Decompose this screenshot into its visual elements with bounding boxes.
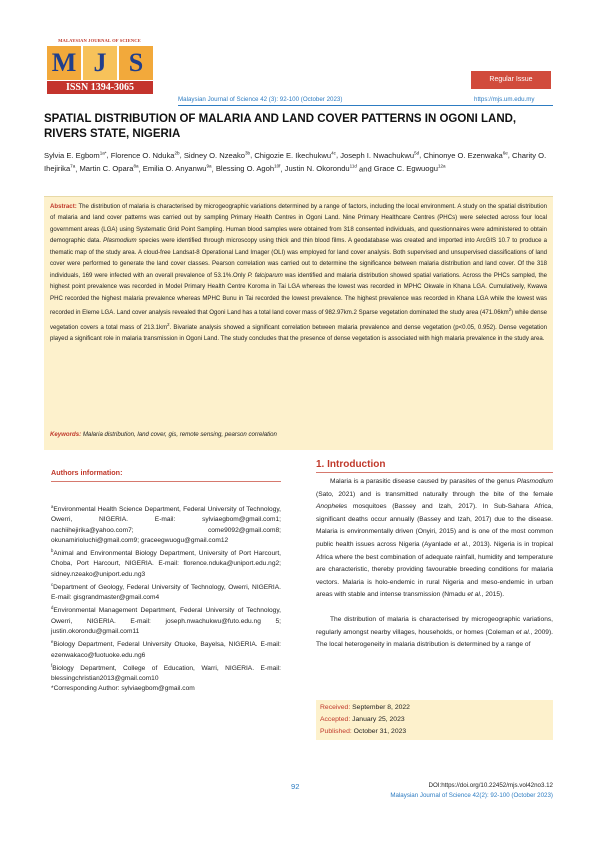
author-list: Sylvia E. Egbom$^{1a*}$, Florence O. Nduka$^{2b}$, Sidney O. Nzeako$^{3b}$, Chigozie E. Ikechukwu$^{4c}$, Joseph I. Nwachukwu$^{5d}$, Chinonye O. Ezenwaka$^{6e}$, Charity O. Ihejirika$^{7a}$, Martin C. Opara$^{8a}$, Emilia O. Anyanwu$^{9a}$, Blessing O. Agoh$^{10f}$, Justin N. Okorondu$^{11d}$ and Grace C. Egwuogu$^{12a}$ bbox=[44, 150, 547, 174]
author-affiliation-mark: 4c bbox=[331, 150, 336, 155]
author-name: Chigozie E. Ikechukwu$^{4c}$ bbox=[254, 150, 336, 160]
abstract-text-run: . Bivariate analysis showed a significant correlation between malaria prevalence and dense vegetation (p<0.05, 0.952). Dense vegetation played a significant role in malaria transmission in Ogoni Land. The study concludes that the presence of dense vegetation is associated with high malaria prevalence in the study area. bbox=[50, 323, 547, 343]
author-affiliation-mark: 9a bbox=[206, 163, 212, 169]
issue-type-badge: Regular Issue bbox=[471, 71, 551, 89]
published-label: Published: bbox=[320, 728, 352, 735]
author-name: Blessing O. Agoh$^{10f}$ bbox=[215, 163, 281, 174]
keywords-list: Malaria distribution, land cover, gis, remote sensing, pearson correlation bbox=[81, 431, 277, 438]
intro-p1-text-run: Malaria is a parasitic disease caused by parasites of the genus bbox=[330, 478, 517, 485]
affiliation-item bbox=[51, 637, 281, 661]
footer-journal-citation: Malaysian Journal of Science 42(2): 92-100 (October 2023) bbox=[390, 792, 553, 799]
intro-p2-text-run: The distribution of malaria is characterised by microgeographic variations, regularly amongst nearby villages, households, or homes (Coleman bbox=[316, 615, 553, 636]
received-date bbox=[320, 704, 410, 711]
logo-letter-j: J bbox=[83, 46, 117, 80]
abstract-text bbox=[50, 201, 547, 345]
introduction-heading: 1. Introduction bbox=[316, 459, 386, 470]
author-affiliation-mark: 11d bbox=[349, 163, 357, 169]
affiliation-text: *Corresponding Author: sylviaegbom@gmail.com bbox=[51, 685, 195, 693]
affiliation-mark: d bbox=[51, 605, 54, 611]
author-affiliation-mark: 10f bbox=[274, 163, 281, 169]
published-value: October 31, 2023 bbox=[353, 728, 407, 735]
introduction-divider bbox=[316, 472, 553, 473]
intro-p1-text-run: (Sato, 2021) and is transmitted naturally through the bite of the female bbox=[316, 490, 553, 498]
intro-p1-text-run: et al. bbox=[467, 591, 482, 599]
abstract-box bbox=[44, 196, 553, 450]
abstract-text-run: species were identified through microscopy using thick and thin blood films. A geodatabase was created and imported into ArcGIS 10.7 to produce a thematic map of the study area. A cloud-free Landsat-8 Operational Land Imager (OLI) was employed for land cover analysis. Both supervised and unsupervised classifications of land cover were performed to generate the land cover classes. Pearson correlation was carried out to determine the significance between malaria distribution and land cover. Of the 318 individuals, 169 were infected with an overall prevalence of 53.1%.Only bbox=[50, 237, 547, 279]
author-name: Florence O. Nduka$^{2b}$ bbox=[110, 150, 180, 160]
accepted-label: Accepted: bbox=[320, 716, 351, 723]
author-name: Emilia O. Anyanwu$^{9a}$ bbox=[142, 163, 212, 174]
author-affiliation-mark: 6e bbox=[502, 150, 508, 155]
author-name: Joseph I. Nwachukwu$^{5d}$ bbox=[340, 150, 420, 160]
author-info-heading: Authors information: bbox=[51, 468, 123, 477]
affiliation-text: Biology Department, Federal University Otuoke, Bayelsa, NIGERIA. E-mail: ezenwakaco@fuotuoke.edu.ng6 bbox=[51, 641, 281, 659]
article-title: SPATIAL DISTRIBUTION OF MALARIA AND LAND COVER PATTERNS IN OGONI LAND, RIVERS STATE, NIGERIA bbox=[44, 113, 517, 140]
author-name: Grace C. Egwuogu$^{12a}$ bbox=[373, 163, 446, 174]
intro-p2-text-run: et al. bbox=[516, 628, 531, 636]
affiliation-mark: f bbox=[51, 662, 53, 668]
author-name: Sylvia E. Egbom$^{1a*}$ bbox=[44, 150, 107, 160]
affiliation-text: Biology Department, College of Education, Warri, NIGERIA. E-mail: blessingchristian2013@gmail.com10 bbox=[51, 664, 281, 683]
introduction-paragraph-1 bbox=[316, 476, 553, 602]
affiliation-mark: b bbox=[51, 548, 54, 553]
affiliation-item bbox=[51, 502, 281, 546]
affiliation-mark: e bbox=[51, 639, 54, 645]
accepted-date bbox=[320, 716, 405, 723]
received-value: September 8, 2022 bbox=[352, 704, 410, 711]
issn-label: ISSN 1394-3065 bbox=[47, 81, 153, 94]
author-name: Charity O. Ihejirika$^{7a}$ bbox=[44, 150, 547, 174]
accepted-value: January 25, 2023 bbox=[352, 716, 405, 723]
affiliation-text: Animal and Environmental Biology Department, University of Port Harcourt, Choba, Port Harcourt, NIGERIA. E-mail: florence.nduka@uniport.edu.ng2; sidney.nzeako@uniport.edu.ng3 bbox=[51, 550, 281, 578]
published-date bbox=[320, 728, 406, 735]
author-affiliation-mark: 8a bbox=[133, 163, 139, 169]
affiliation-item bbox=[51, 546, 281, 580]
author-affiliation-mark: 7a bbox=[70, 163, 76, 169]
journal-citation-line: Malaysian Journal of Science 42 (3): 92-100 (October 2023) bbox=[178, 96, 343, 103]
affiliation-text: Department of Geology, Federal University of Technology, Owerri, NIGERIA. E-mail: gisgrandmaster@gmail.com4 bbox=[51, 583, 281, 602]
logo-letter-s: S bbox=[119, 46, 153, 80]
publication-dates-box bbox=[316, 700, 553, 740]
abstract-text-run: P. falciparum bbox=[247, 271, 283, 279]
abstract-label: Abstract: bbox=[50, 203, 77, 210]
received-label: Received: bbox=[320, 704, 351, 711]
intro-p2-text-run: , 2009). The local heterogeneity in malaria distribution is determined by a range of bbox=[316, 628, 554, 649]
affiliation-text: Environmental Management Department, Federal University of Technology, Owerri, NIGERIA. E-mail: joseph.nwachukwu@futo.edu.ng 5; justin.okorondu@gmail.com11 bbox=[51, 607, 281, 635]
abstract-text-run: The distribution of malaria is characterised by microgeographic variations determined by a range of factors, including the local environment. A study on the spatial distribution of malaria and land cover patterns was carried out by sampling Primary Health Centres in Ogoni Land. Nine Primary Healthcare Centres (PHCs) were selected across four local government areas (LGA) using Systematic Grid Point Sampling. Human blood samples were obtained from 318 consented individuals, and questionnaires were administered to obtain demographic data. bbox=[50, 203, 547, 245]
introduction-paragraph-2 bbox=[316, 614, 553, 652]
abstract-text-run: was identified and malaria distribution showed spatial variations. Across the PHCs sampled, the highest point prevalence was recorded in Model Primary Health Centre Koroma in Tai LGA whereas the lowest was recorded in MPHC Okwale in Khana LGA. Cumulatively, Kwawa PHC recorded the highest malaria prevalence whereas MPHC Bunu in Tai recorded the lowest prevalence. The highest prevalence was recorded in Khana LGA while the lowest was recorded in Eleme LGA. Land cover analysis revealed that Ogoni Land has a total land cover mass of 982.97km.2 Sparse vegetation dominated the study area (471.06km bbox=[50, 271, 547, 317]
abstract-text-run: 2 bbox=[508, 307, 512, 313]
logo-letter-m: M bbox=[47, 46, 81, 80]
page-number: 92 bbox=[291, 782, 300, 791]
intro-p1-text-run: , 2013). Nigeria is in tropical Africa where the best combination of adequate rainfall, humidity and temperature are characteristic, thereby providing favourable breeding conditions for malaria vectors. Malaria is holo-endemic in rural Nigeria and meso-endemic in urban areas with stable and intense transmission (Nmadu bbox=[316, 540, 553, 599]
header-divider bbox=[178, 105, 553, 106]
author-affiliation-mark: 12a bbox=[437, 163, 446, 169]
abstract-text-run: ) while dense vegetation covers a total mass of 213.1km bbox=[50, 309, 548, 331]
author-name: Chinonye O. Ezenwaka$^{6e}$ bbox=[423, 150, 508, 160]
author-affiliation-mark: 3b bbox=[245, 150, 251, 155]
intro-p1-text-run: , 2015). bbox=[481, 591, 505, 599]
affiliation-item bbox=[51, 684, 281, 694]
affiliation-mark: c bbox=[51, 581, 54, 587]
intro-p1-text-run: mosquitoes (Bassey and Izah, 2017). In Sub-Sahara Africa, significant deaths occur annually (Bassey and Izah, 2017) due to the disease. Malaria is environmentally driven (Onyiri, 2015) and is one of the most common public health issues across Nigeria (Ayanlade bbox=[316, 503, 553, 548]
doi-link[interactable]: DOI:https://doi.org/10.22452/mjs.vol42no3.12 bbox=[428, 782, 553, 789]
affiliation-mark: a bbox=[51, 504, 54, 509]
affiliation-text: Environmental Health Science Department, Federal University of Technology, Owerri, NIGERIA. E-mail: sylviaegbom@gmail.com1; nachiihejirika@yahoo.com7; come9092@gmail.com8; okunamirioluchi@gmail.com9; graceegwuogu@gmail.com12 bbox=[51, 506, 281, 544]
author-name: Justin N. Okorondu$^{11d}$ bbox=[284, 163, 357, 174]
author-info-divider bbox=[51, 481, 281, 482]
intro-p1-text-run: Plasmodium bbox=[516, 478, 553, 485]
author-affiliation-mark: 2b bbox=[174, 150, 180, 155]
affiliation-item bbox=[51, 580, 281, 604]
journal-logo bbox=[47, 46, 153, 80]
affiliation-item bbox=[51, 661, 281, 685]
introduction-body bbox=[316, 476, 553, 652]
keywords-line bbox=[50, 431, 277, 438]
affiliation-list bbox=[51, 502, 281, 695]
author-name: Martin C. Opara$^{8a}$ bbox=[79, 163, 139, 174]
abstract-text-run: 2 bbox=[167, 321, 170, 327]
abstract-text-run: Plasmodium bbox=[103, 237, 137, 245]
journal-masthead: MALAYSIAN JOURNAL OF SCIENCE bbox=[58, 38, 141, 43]
journal-url-link[interactable]: https://mjs.um.edu.my bbox=[474, 96, 535, 103]
keywords-label: Keywords: bbox=[50, 431, 82, 438]
author-affiliation-mark: 5d bbox=[414, 150, 420, 155]
intro-p1-text-run: et al. bbox=[453, 540, 469, 548]
author-affiliation-mark: 1a* bbox=[99, 150, 107, 155]
intro-p1-text-run: Anopheles bbox=[316, 503, 348, 511]
author-name: Sidney O. Nzeako$^{3b}$ bbox=[183, 150, 251, 160]
affiliation-item bbox=[51, 603, 281, 637]
abstract-body bbox=[50, 203, 547, 342]
